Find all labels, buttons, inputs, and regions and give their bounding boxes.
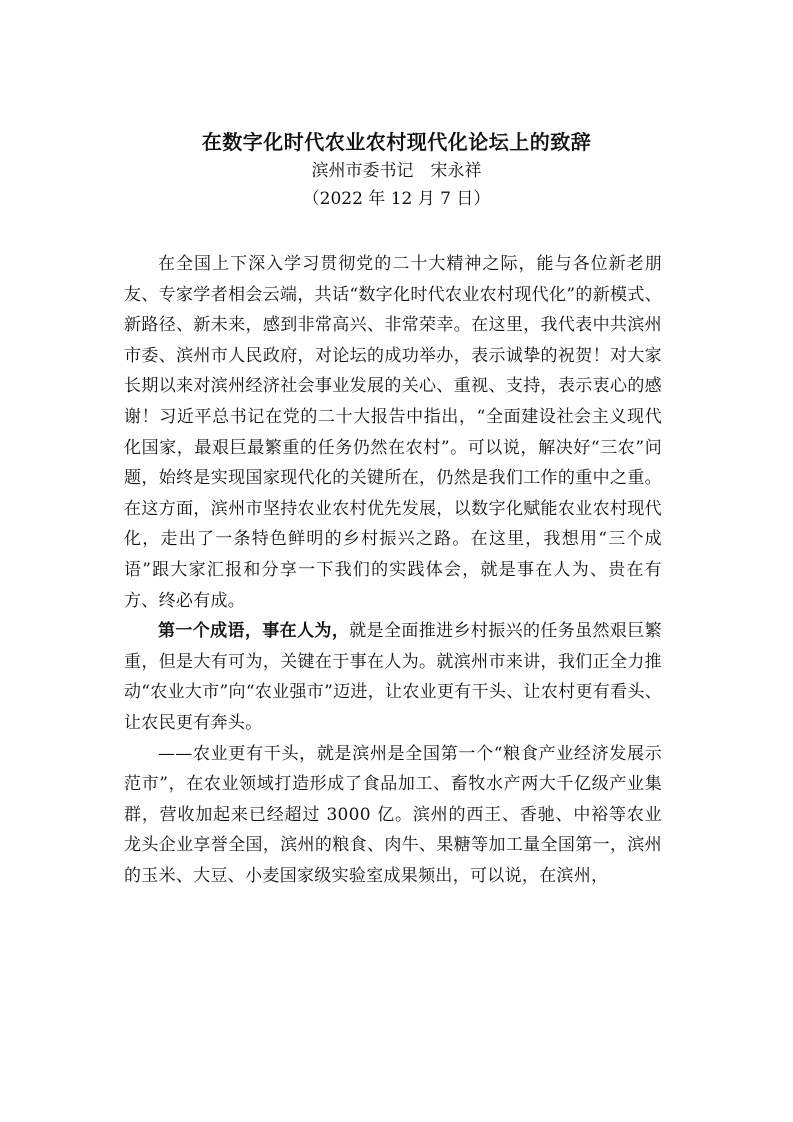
author-byline: 滨州市委书记 宋永祥 (311, 161, 482, 181)
paragraph-text: 就是全面推进乡村振兴的任务虽然艰巨繁重，但是大有可为，关键在于事在人为。就滨州市来讲，我们正全力推动“农业大市”向“农业强市”迈进，让农业更有干头、让农村更有看头、让农民更有奔头。 (124, 621, 662, 733)
document-title: 在数字化时代农业农村现代化论坛上的致辞 (201, 130, 592, 154)
body-paragraph (124, 739, 662, 892)
body-paragraph (124, 616, 662, 738)
speech-date: （2022 年 12 月 7 日） (302, 189, 491, 209)
paragraph-lead: 第一个成语，事在人为， (158, 621, 350, 642)
body-paragraph (124, 249, 662, 616)
paragraph-text: ——农业更有干头，就是滨州是全国第一个“粮食产业经济发展示范市”，在农业领域打造形成了食品加工、畜牧水产两大千亿级产业集群，营收加起来已经超过 3000 亿。滨州的西王、香驰、中裕等农业龙头企业享誉全国，滨州的粮食、肉牛、果糖等加工量全国第一，滨州的玉米、大豆、小麦国家级实验室成果频出，可以说，在滨州， (124, 743, 662, 886)
paragraph-text: 在全国上下深入学习贯彻党的二十大精神之际，能与各位新老朋友、专家学者相会云端，共话“数字化时代农业农村现代化”的新模式、新路径、新未来，感到非常高兴、非常荣幸。在这里，我代表中共滨州市委、滨州市人民政府，对论坛的成功举办，表示诚挚的祝贺！对大家长期以来对滨州经济社会事业发展的关心、重视、支持，表示衷心的感谢！习近平总书记在党的二十大报告中指出，“全面建设社会主义现代化国家，最艰巨最繁重的任务仍然在农村”。可以说，解决好“三农”问题，始终是实现国家现代化的关键所在，仍然是我们工作的重中之重。在这方面，滨州市坚持农业农村优先发展，以数字化赋能农业农村现代化，走出了一条特色鲜明的乡村振兴之路。在这里，我想用“三个成语”跟大家汇报和分享一下我们的实践体会，就是事在人为、贵在有方、终必有成。 (124, 254, 662, 611)
speech-body (124, 249, 662, 891)
